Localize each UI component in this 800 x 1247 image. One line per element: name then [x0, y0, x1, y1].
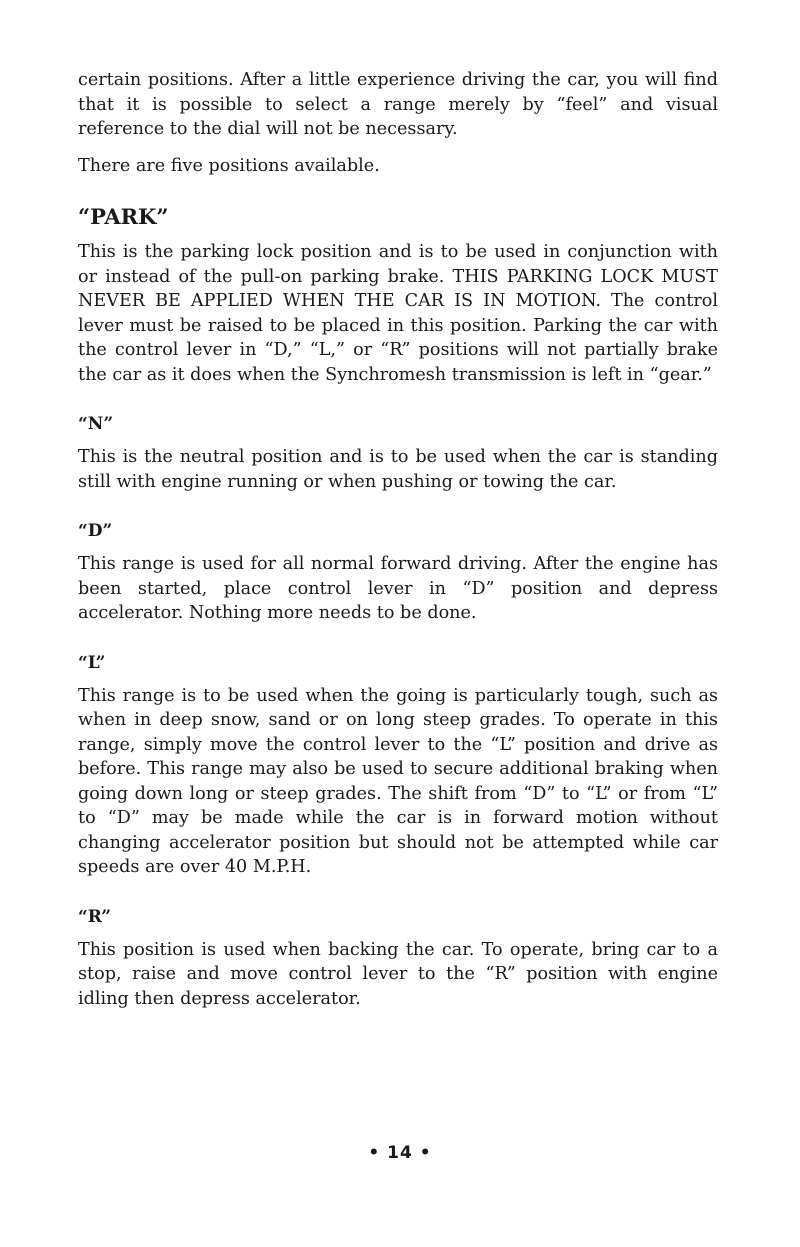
section-low: [78, 652, 718, 880]
section-park: [78, 204, 718, 387]
park-heading: “PARK”: [78, 204, 169, 229]
section-neutral: [78, 413, 718, 494]
park-body: This is the parking lock position and is to be used in conjunction with or instead of the pull-on parking brake. THIS PARKING LOCK MUST NEVER BE APPLIED WHEN THE CAR IS IN MOTION. The control lever must be raised to be placed in this position. Parking the car with the control lever in “D,” “L,” or “R” positions will not partially brake the car as it does when the Synchromesh transmission is left in “gear.”: [78, 242, 718, 385]
section-drive: [78, 520, 718, 626]
reverse-body: This position is used when backing the car. To operate, bring car to a stop, raise and move control lever to the “R” position with engine idling then depress accelerator.: [78, 939, 718, 1009]
reverse-heading: “R”: [78, 906, 112, 927]
low-heading: “L”: [78, 652, 106, 673]
drive-body: This range is used for all normal forward driving. After the engine has been started, place control lever in “D” position and depress accelerator. Nothing more needs to be done.: [78, 554, 718, 623]
neutral-body: This is the neutral position and is to be used when the car is standing still with engine running or when pushing or towing the car.: [78, 447, 718, 492]
section-reverse: [78, 906, 718, 1012]
drive-heading: “D”: [78, 521, 113, 541]
manual-page: [78, 68, 718, 1037]
neutral-heading: “N”: [78, 414, 114, 434]
low-body: This range is to be used when the going is particularly tough, such as when in deep snow, sand or on long steep grades. To operate in this range, simply move the control lever to the “L” position and drive as before. This range may also be used to secure additional braking when going down long or steep grades. The shift from “D” to “L” or from “L” to “D” may be made while the car is in forward motion without changing accelerator position but should not be attempted while car speeds are over 40 M.P.H.: [78, 685, 718, 877]
page-number: • 14 •: [368, 1143, 432, 1163]
positions-lead: There are five positions available.: [78, 155, 380, 176]
intro-paragraph: certain positions. After a little experience driving the car, you will find that it is possible to select a range merely by “feel” and visual reference to the dial will not be necessary.: [78, 70, 718, 139]
